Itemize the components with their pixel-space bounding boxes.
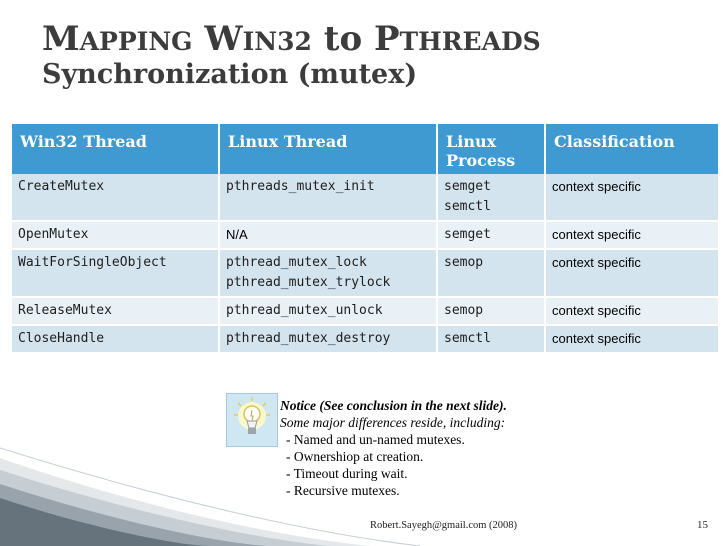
title-part: IN32 [242, 27, 312, 56]
notice-heading: Notice (See conclusion in the next slide). [280, 398, 507, 413]
linux-thread-cell: pthread_mutex_lock pthread_mutex_trylock [219, 249, 437, 297]
linux-thread-cell: pthread_mutex_destroy [219, 325, 437, 353]
page-number: 15 [697, 519, 708, 531]
column-header-classification: Classification [545, 124, 718, 174]
title-part: M [42, 19, 80, 59]
slide-title [42, 20, 702, 61]
footer-author: Robert.Sayegh@gmail.com (2008) [370, 520, 518, 531]
title-part: W [192, 19, 243, 59]
classification-cell: context specific [545, 174, 718, 221]
table-row [12, 174, 718, 221]
linux-process-cell: semop [437, 249, 545, 297]
linux-process-cell: semget semctl [437, 174, 545, 221]
table-row [12, 221, 718, 249]
title-part: APPING [79, 27, 193, 56]
linux-thread-cell: pthreads_mutex_init [219, 174, 437, 221]
classification-cell: context specific [545, 249, 718, 297]
notice-item: - Recursive mutexes. [286, 483, 400, 498]
linux-process-cell: semop [437, 297, 545, 325]
decorative-swoosh [0, 440, 728, 546]
title-part: to [311, 19, 374, 59]
table-row [12, 297, 718, 325]
linux-process-cell: semget [437, 221, 545, 249]
win32-cell: ReleaseMutex [12, 297, 219, 325]
linux-process-cell: semctl [437, 325, 545, 353]
notice-item: - Named and un-named mutexes. [286, 432, 465, 447]
column-header-linux-process: Linux Process [437, 124, 545, 174]
mapping-table [12, 124, 718, 354]
column-header-win32: Win32 Thread [12, 124, 219, 174]
classification-cell: context specific [545, 297, 718, 325]
classification-cell: context specific [545, 325, 718, 353]
lightbulb-icon [226, 393, 278, 447]
slide-subtitle: Synchronization (mutex) [42, 59, 418, 90]
win32-cell: CreateMutex [12, 174, 219, 221]
win32-cell: OpenMutex [12, 221, 219, 249]
title-part: P [373, 19, 400, 59]
win32-cell: WaitForSingleObject [12, 249, 219, 297]
column-header-linux-thread: Linux Thread [219, 124, 437, 174]
win32-cell: CloseHandle [12, 325, 219, 353]
table-row [12, 325, 718, 353]
table-row [12, 249, 718, 297]
linux-thread-cell: pthread_mutex_unlock [219, 297, 437, 325]
classification-cell: context specific [545, 221, 718, 249]
table-header-row [12, 124, 718, 174]
notice-item: - Ownershiop at creation. [286, 449, 424, 464]
notice-subheading: Some major differences reside, including: [280, 415, 506, 430]
title-part: THREADS [399, 27, 541, 56]
linux-thread-cell: N/A [219, 221, 437, 249]
notice-item: - Timeout during wait. [286, 466, 408, 481]
